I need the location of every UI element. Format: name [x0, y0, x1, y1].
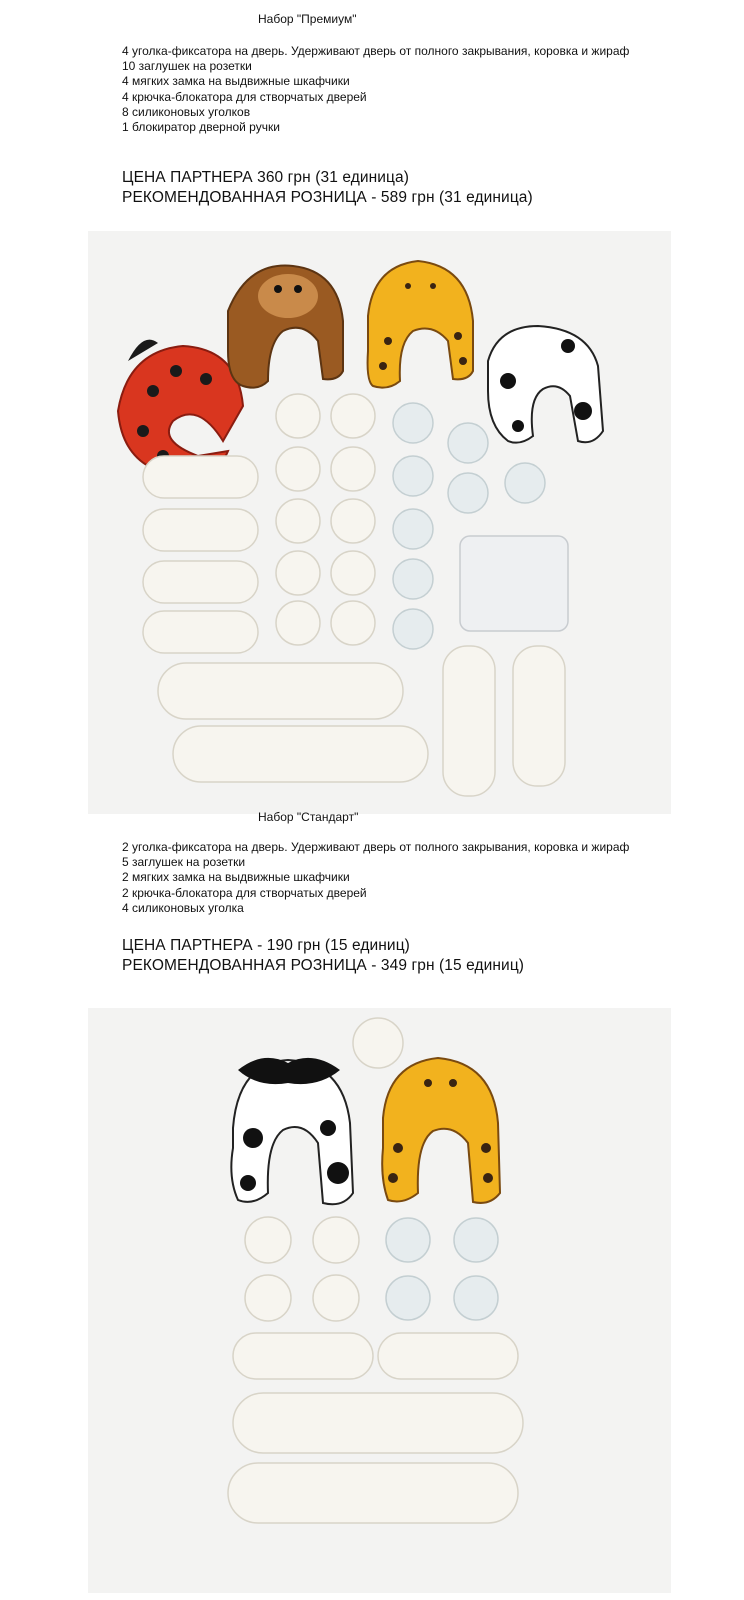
list-item: 2 мягких замка на выдвижные шкафчики [122, 870, 350, 885]
socket-covers [276, 394, 375, 645]
strap-locks [228, 1393, 523, 1523]
premium-item-list [122, 44, 629, 135]
monkey-door-stopper [228, 266, 343, 388]
list-item: 2 крючка-блокатора для створчатых дверей [122, 885, 367, 900]
standard-partner-price: ЦЕНА ПАРТНЕРА - 190 грн (15 единиц) [122, 937, 410, 954]
cabinet-locks [143, 456, 258, 653]
list-item: 4 силиконовых уголка [122, 900, 244, 915]
standard-set-title: Набор "Стандарт" [258, 810, 359, 824]
list-item: 8 силиконовых уголков [122, 104, 251, 119]
list-item: 5 заглушек на розетки [122, 855, 246, 870]
silicone-corners [386, 1218, 498, 1320]
standard-retail-price: РЕКОМЕНДОВАННАЯ РОЗНИЦА - 349 грн (15 единиц) [122, 957, 525, 974]
list-item: 4 уголка-фиксатора на дверь. Удерживают дверь от полного закрывания, коровка и жираф [122, 44, 630, 58]
list-item: 10 заглушек на розетки [122, 59, 252, 74]
premium-retail-price: РЕКОМЕНДОВАННАЯ РОЗНИЦА - 589 грн (31 единица) [122, 189, 533, 206]
cabinet-locks [233, 1333, 518, 1379]
giraffe-door-stopper [382, 1058, 500, 1203]
list-item: 2 уголка-фиксатора на дверь. Удерживают дверь от полного закрывания, коровка и жираф [122, 840, 630, 854]
cow-door-stopper [231, 1058, 353, 1204]
door-handle-lock [460, 536, 568, 631]
premium-set-title: Набор "Премиум" [258, 12, 357, 26]
premium-partner-price: ЦЕНА ПАРТНЕРА 360 грн (31 единица) [122, 169, 409, 186]
giraffe-door-stopper [368, 261, 473, 388]
list-item: 1 блокиратор дверной ручки [122, 120, 280, 135]
standard-set-photo [88, 1008, 671, 1593]
standard-item-list [122, 840, 629, 916]
socket-cover [353, 1018, 403, 1068]
list-item: 4 крючка-блокатора для створчатых дверей [122, 89, 367, 104]
strap-locks [158, 646, 565, 796]
cow-door-stopper [488, 326, 603, 443]
list-item: 4 мягких замка на выдвижные шкафчики [122, 74, 350, 89]
premium-set-photo [88, 231, 671, 814]
socket-covers [245, 1217, 359, 1321]
